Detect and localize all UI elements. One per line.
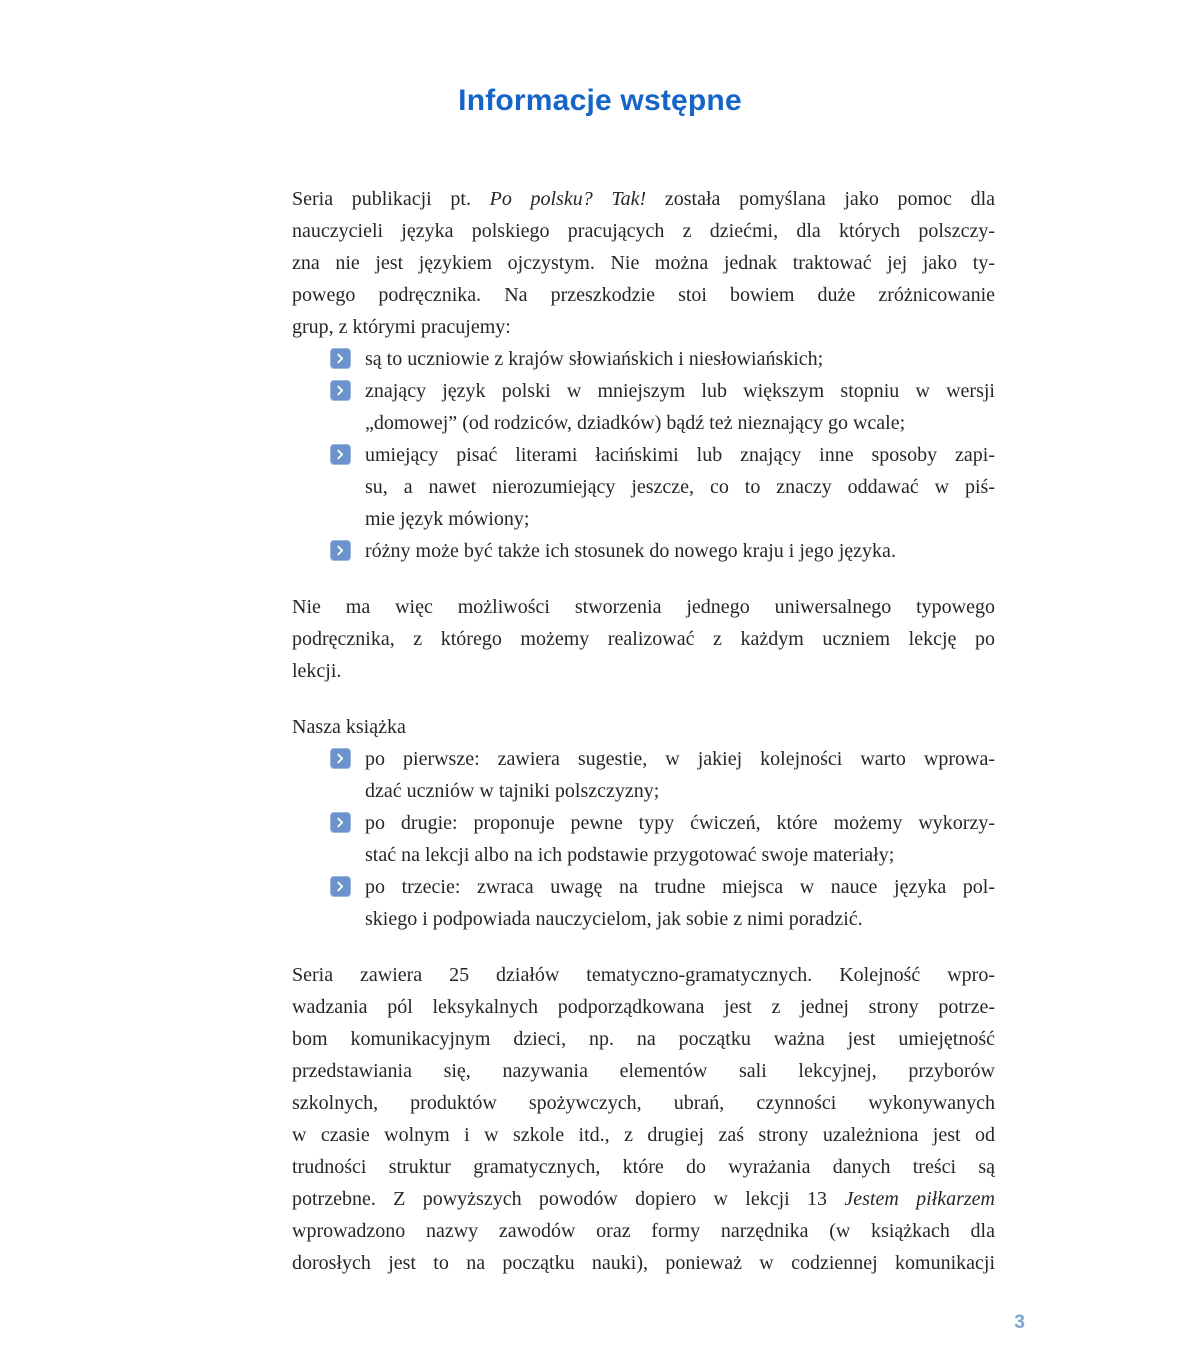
- paragraph: [292, 959, 995, 1279]
- chevron-bullet-icon: [330, 812, 351, 833]
- text-line: zna nie jest językiem ojczystym. Nie można jednak traktować jej jako ty-: [292, 252, 995, 274]
- chevron-bullet-icon: [330, 748, 351, 769]
- text-line: stać na lekcji albo na ich podstawie przygotować swoje materiały;: [365, 844, 895, 866]
- text-line: powego podręcznika. Na przeszkodzie stoi bowiem duże zróżnicowanie: [292, 284, 995, 306]
- text-line: po drugie: proponuje pewne typy ćwiczeń, które możemy wykorzy-: [365, 812, 995, 834]
- text-line: potrzebne. Z powyższych powodów dopiero w lekcji 13 Jestem piłkarzem: [292, 1188, 995, 1210]
- italic-text: Jestem piłkarzem: [844, 1188, 995, 1210]
- text-line: są to uczniowie z krajów słowiańskich i niesłowiańskich;: [365, 348, 824, 370]
- text-line: dorosłych jest to na początku nauki), ponieważ w codziennej komunikacji: [292, 1252, 995, 1274]
- bullet-text: [365, 807, 995, 871]
- paragraph: [292, 183, 995, 343]
- text-line: Nie ma więc możliwości stworzenia jednego uniwersalnego typowego: [292, 596, 995, 618]
- text-line: wprowadzono nazwy zawodów oraz formy narzędnika (w książkach dla: [292, 1220, 995, 1242]
- text-line: bom komunikacyjnym dzieci, np. na początku ważna jest umiejętność: [292, 1028, 995, 1050]
- text-line: szkolnych, produktów spożywczych, ubrań, czynności wykonywanych: [292, 1092, 995, 1114]
- text-line: umiejący pisać literami łacińskimi lub znający inne sposoby zapi-: [365, 444, 995, 466]
- paragraph: [292, 591, 995, 687]
- bullet-list: [292, 343, 995, 567]
- bullet-text: [365, 743, 995, 807]
- chevron-bullet-icon: [330, 540, 351, 561]
- chevron-bullet-icon: [330, 444, 351, 465]
- text-line: „domowej” (od rodziców, dziadków) bądź też nieznający go wcale;: [365, 412, 906, 434]
- text-line: grup, z którymi pracujemy:: [292, 316, 511, 338]
- page-number: 3: [1014, 1312, 1025, 1333]
- bullet-item: [292, 375, 995, 439]
- text-line: znający język polski w mniejszym lub większym stopniu w wersji: [365, 380, 995, 402]
- text-line: Nasza książka: [292, 716, 406, 738]
- bullet-item: [292, 743, 995, 807]
- text-line: w czasie wolnym i w szkole itd., z drugiej zaś strony uzależniona jest od: [292, 1124, 995, 1146]
- bullet-item: [292, 343, 995, 375]
- text-line: Seria publikacji pt. Po polsku? Tak! została pomyślana jako pomoc dla: [292, 188, 996, 210]
- text-line: przedstawiania się, nazywania elementów sali lekcyjnej, przyborów: [292, 1060, 995, 1082]
- bullet-item: [292, 871, 995, 935]
- bullet-item: [292, 807, 995, 871]
- text-line: dzać uczniów w tajniki polszczyzny;: [365, 780, 660, 802]
- chevron-bullet-icon: [330, 876, 351, 897]
- text-line: lekcji.: [292, 660, 342, 682]
- text-line: po trzecie: zwraca uwagę na trudne miejsca w nauce języka pol-: [365, 876, 995, 898]
- text-line: różny może być także ich stosunek do nowego kraju i jego języka.: [365, 540, 896, 562]
- paragraph: [292, 711, 995, 743]
- text-line: mie język mówiony;: [365, 508, 530, 530]
- bullet-text: [365, 535, 995, 567]
- text-line: trudności struktur gramatycznych, które do wyrażania danych treści są: [292, 1156, 995, 1178]
- bullet-text: [365, 439, 995, 535]
- text-line: podręcznika, z którego możemy realizować z każdym uczniem lekcję po: [292, 628, 995, 650]
- chevron-bullet-icon: [330, 348, 351, 369]
- bullet-text: [365, 871, 995, 935]
- text-line: nauczycieli języka polskiego pracujących z dziećmi, dla których polszczy-: [292, 220, 995, 242]
- bullet-list: [292, 743, 995, 935]
- text-line: po pierwsze: zawiera sugestie, w jakiej kolejności warto wprowa-: [365, 748, 995, 770]
- italic-text: Po polsku? Tak!: [489, 188, 647, 210]
- bullet-text: [365, 343, 995, 375]
- bullet-item: [292, 535, 995, 567]
- page-title: Informacje wstępne: [458, 84, 742, 117]
- text-line: wadzania pól leksykalnych podporządkowana jest z jednej strony potrze-: [292, 996, 995, 1018]
- page-content: [292, 183, 995, 1279]
- text-line: Seria zawiera 25 działów tematyczno-gramatycznych. Kolejność wpro-: [292, 964, 995, 986]
- chevron-bullet-icon: [330, 380, 351, 401]
- bullet-item: [292, 439, 995, 535]
- text-line: su, a nawet nierozumiejący jeszcze, co to znaczy oddawać w piś-: [365, 476, 995, 498]
- bullet-text: [365, 375, 995, 439]
- text-line: skiego i podpowiada nauczycielom, jak sobie z nimi poradzić.: [365, 908, 863, 930]
